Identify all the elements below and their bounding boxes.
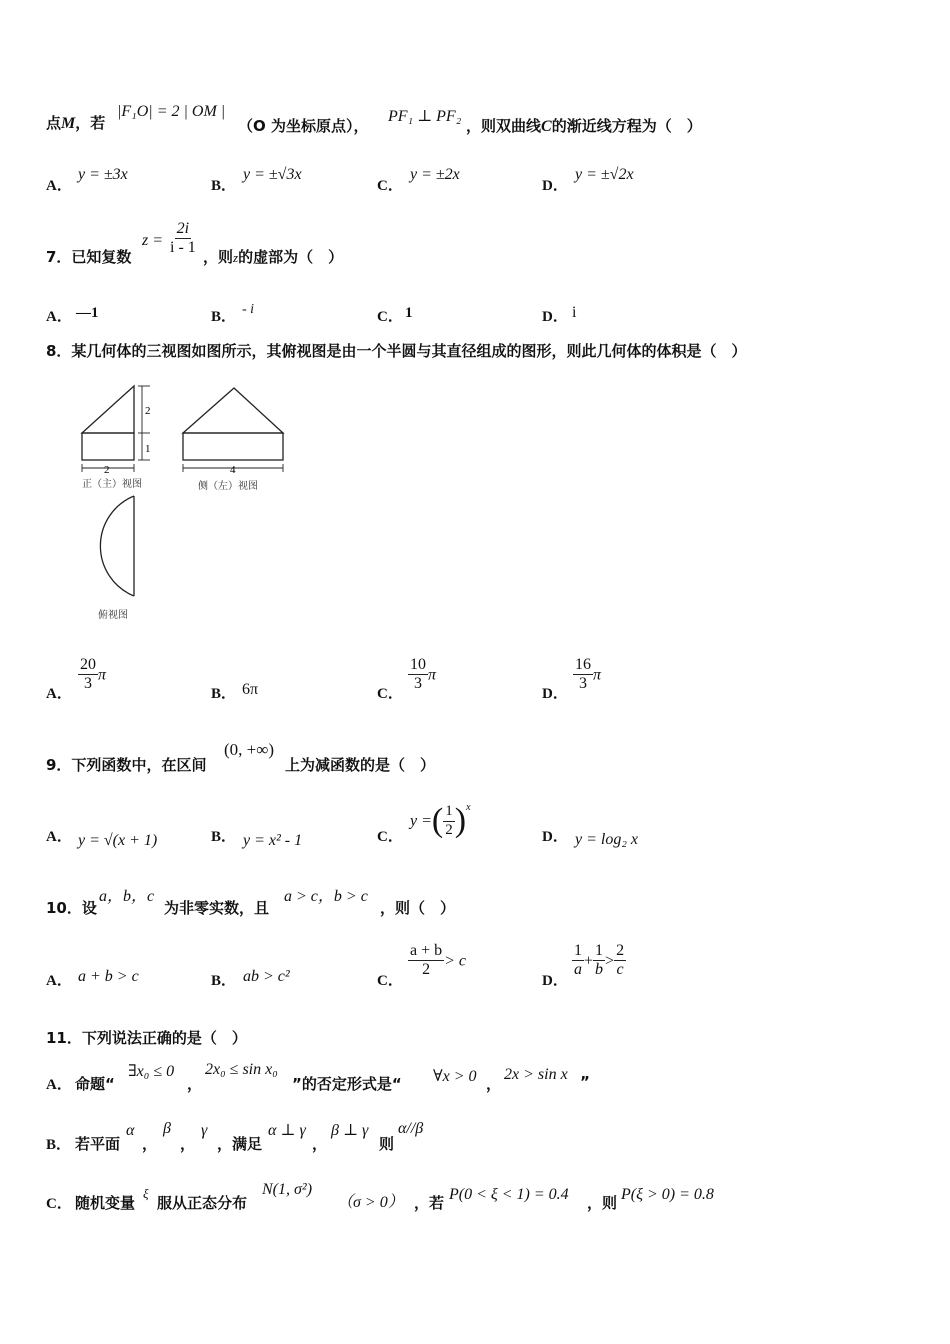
q11-a-text-3: ” bbox=[580, 1073, 590, 1091]
q9-option-a: y = √(x + 1) bbox=[78, 832, 158, 849]
q6-option-a-label: A． bbox=[46, 178, 72, 194]
q11-c-expr-1: N(1, σ²) bbox=[262, 1181, 313, 1198]
q11-b-expr-2: β ⊥ γ bbox=[331, 1122, 369, 1139]
q11-c-xi: ξ bbox=[143, 1186, 149, 1201]
q7-number: 7．已知复数 bbox=[46, 248, 132, 266]
q9-option-b: y = x² - 1 bbox=[243, 832, 303, 849]
q11-b-comma-1: ， bbox=[142, 1135, 158, 1153]
dim-label-1-vertical: 1 bbox=[145, 443, 151, 455]
q9-option-d: y = log₂ x bbox=[575, 831, 639, 848]
q11-a-expr-4: 2x > sin x bbox=[504, 1066, 568, 1083]
q6-option-c: y = ±2x bbox=[410, 166, 460, 183]
q10-option-a-label: A． bbox=[46, 973, 72, 989]
q7-option-d: i bbox=[572, 304, 577, 321]
q6-origin-note: （O 为坐标原点）， bbox=[238, 117, 369, 135]
q7-fraction: $\frac{2i}{i - 1}$ bbox=[170, 220, 196, 257]
top-view bbox=[100, 496, 134, 596]
q11-b-gamma: γ bbox=[201, 1122, 208, 1139]
q11-c-expr-4: P(ξ > 0) = 0.8 bbox=[621, 1186, 714, 1203]
q10-option-d: $\frac{1}{a}$ + $\frac{1}{b}$ > $\frac{2}{c}$ bbox=[574, 942, 625, 979]
dim-label-2-horizontal: 2 bbox=[104, 464, 110, 476]
q11-a-expr-1: ∃x₀ ≤ 0 bbox=[128, 1063, 175, 1080]
q6-option-d: y = ±√2x bbox=[575, 166, 634, 183]
q11-b-text-3: 则 bbox=[379, 1135, 395, 1153]
q11-stem: 11．下列说法正确的是（ ） bbox=[46, 1029, 247, 1047]
q11-b-alpha: α bbox=[126, 1122, 135, 1139]
side-view-caption: 侧（左）视图 bbox=[198, 481, 258, 492]
q9-option-b-label: B． bbox=[211, 829, 237, 845]
q8-option-a: $\frac{20}{3}$ π bbox=[80, 656, 107, 693]
dim-label-4: 4 bbox=[230, 464, 236, 476]
q6-option-d-label: D． bbox=[542, 178, 568, 194]
q9-option-a-label: A． bbox=[46, 829, 72, 845]
front-view-caption: 正（主）视图 bbox=[82, 479, 142, 490]
side-view bbox=[183, 388, 283, 472]
q11-b-text-1: 若平面 bbox=[75, 1135, 121, 1153]
q11-c-expr-2: （σ > 0） bbox=[337, 1194, 404, 1211]
q11-a-label: A． bbox=[46, 1077, 72, 1093]
q10-option-c: $\frac{a + b}{2}$ > c bbox=[410, 942, 467, 979]
q6-option-a: y = ±3x bbox=[78, 166, 128, 183]
front-view bbox=[82, 386, 150, 472]
q8-option-d: $\frac{16}{3}$ π bbox=[575, 656, 602, 693]
q8-option-b-label: B． bbox=[211, 686, 237, 702]
q9-option-c: y =( $\frac{1}{2}$ )$^x$ bbox=[410, 802, 471, 839]
q6-stem: 点M，若 bbox=[46, 114, 106, 132]
q8-option-c: $\frac{10}{3}$ π bbox=[410, 656, 437, 693]
q6-option-b-label: B． bbox=[211, 178, 237, 194]
q11-b-comma-3: ， bbox=[312, 1135, 328, 1153]
q8-option-d-label: D． bbox=[542, 686, 568, 702]
q11-a-comma-2: ， bbox=[486, 1075, 502, 1093]
q8-option-b: 6π bbox=[242, 681, 259, 698]
q10-option-a: a + b > c bbox=[78, 968, 139, 985]
q11-c-text-2: 服从正态分布 bbox=[157, 1194, 248, 1212]
q10-option-d-label: D． bbox=[542, 973, 568, 989]
q7-option-c: 1 bbox=[405, 305, 413, 321]
q6-question: ，则双曲线C的渐近线方程为（ ） bbox=[466, 117, 702, 135]
q9-option-d-label: D． bbox=[542, 829, 568, 845]
q10-option-b-label: B． bbox=[211, 973, 237, 989]
q9-stem-a: 9．下列函数中，在区间 bbox=[46, 756, 207, 774]
q7-option-c-label: C． bbox=[377, 309, 403, 325]
q11-a-comma-1: ， bbox=[187, 1075, 203, 1093]
top-view-caption: 俯视图 bbox=[98, 610, 128, 621]
q7-question: ，则z的虚部为（ ） bbox=[203, 248, 344, 266]
three-view-figure bbox=[70, 378, 310, 628]
q11-b-beta: β bbox=[163, 1120, 171, 1137]
q10-vars: a，b，c bbox=[99, 888, 155, 905]
q6-option-b: y = ±√3x bbox=[243, 166, 302, 183]
q10-stem-b: 为非零实数，且 bbox=[164, 899, 270, 917]
q7-option-a: —1 bbox=[76, 305, 99, 321]
q8-option-c-label: C． bbox=[377, 686, 403, 702]
q9-stem-b: 上为减函数的是（ ） bbox=[285, 756, 436, 774]
q10-option-c-label: C． bbox=[377, 973, 403, 989]
q11-c-text-1: 随机变量 bbox=[75, 1194, 136, 1212]
q6-condition-1: |F₁O| = 2 | OM | bbox=[117, 103, 226, 120]
q11-a-text-1: 命题“ bbox=[75, 1075, 115, 1093]
q11-c-expr-3: P(0 < ξ < 1) = 0.4 bbox=[449, 1186, 569, 1203]
q11-a-text-2: ”的否定形式是“ bbox=[292, 1075, 402, 1093]
q9-interval: (0, +∞) bbox=[224, 740, 275, 759]
q11-b-label: B． bbox=[46, 1137, 72, 1153]
q11-b-expr-3: α//β bbox=[398, 1120, 424, 1137]
q11-b-expr-1: α ⊥ γ bbox=[268, 1122, 306, 1139]
q11-b-comma-2: ， bbox=[180, 1135, 196, 1153]
q8-option-a-label: A． bbox=[46, 686, 72, 702]
q11-a-expr-2: 2x₀ ≤ sin x₀ bbox=[205, 1061, 278, 1078]
q11-c-text-4: ，则 bbox=[587, 1194, 618, 1212]
q11-c-label: C． bbox=[46, 1196, 72, 1212]
q10-condition: a > c，b > c bbox=[284, 888, 368, 905]
dim-label-2-vertical: 2 bbox=[145, 405, 151, 417]
q7-option-a-label: A． bbox=[46, 309, 72, 325]
q11-a-expr-3: ∀x > 0 bbox=[433, 1068, 477, 1085]
q10-stem-a: 10．设 bbox=[46, 899, 97, 917]
q7-z-equals: z = bbox=[142, 232, 164, 249]
q10-stem-c: ，则（ ） bbox=[380, 899, 456, 917]
q6-option-c-label: C． bbox=[377, 178, 403, 194]
q11-b-text-2: ，满足 bbox=[217, 1135, 263, 1153]
q8-stem: 8．某几何体的三视图如图所示，其俯视图是由一个半圆与其直径组成的图形，则此几何体的体积是（ ） bbox=[46, 342, 747, 360]
q10-option-b: ab > c² bbox=[243, 968, 290, 985]
q11-c-text-3: ，若 bbox=[414, 1194, 445, 1212]
q9-option-c-label: C． bbox=[377, 829, 403, 845]
q7-option-b: - i bbox=[242, 302, 255, 317]
q7-option-d-label: D． bbox=[542, 309, 568, 325]
q7-option-b-label: B． bbox=[211, 309, 237, 325]
q6-condition-2: PF₁ ⊥ PF₂ bbox=[388, 108, 462, 125]
